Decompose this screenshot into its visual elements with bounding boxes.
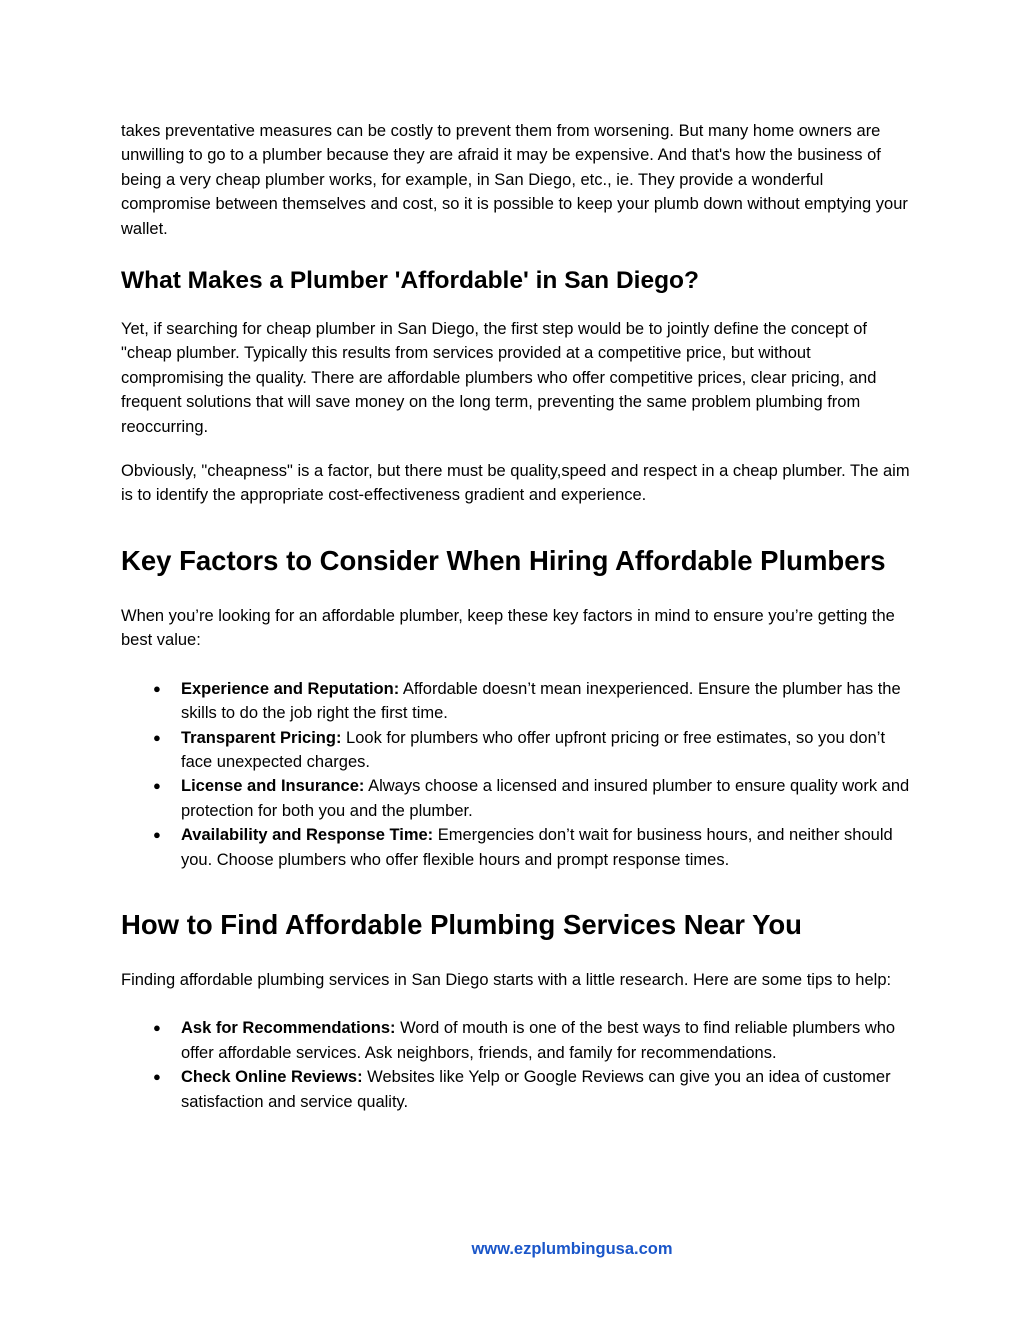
list-item-term: Transparent Pricing: <box>181 728 342 747</box>
list-item <box>153 823 911 872</box>
list-item-text: Word of mouth is one of the best ways to find reliable plumbers who offer affordable services. Ask neighbors, friends, and family for recommendations. <box>181 1019 896 1062</box>
section1-paragraph-2: Obviously, "cheapness" is a factor, but there must be quality,speed and respect in a cheap plumber. The aim is to identify the appropriate cost-effectiveness gradient and experience. <box>121 462 910 505</box>
list-item <box>153 774 911 823</box>
website-link[interactable]: www.ezplumbingusa.com <box>471 1240 673 1258</box>
section3-heading: How to Find Affordable Plumbing Services Near You <box>121 908 802 940</box>
list-item-text: Affordable doesn’t mean inexperienced. Ensure the plumber has the skills to do the job right the first time. <box>181 679 901 723</box>
list-item-term: Check Online Reviews: <box>181 1068 363 1087</box>
section1-heading: What Makes a Plumber 'Affordable' in San Diego? <box>121 267 699 295</box>
list-item-term: Experience and Reputation: <box>181 679 400 698</box>
section2-intro: When you’re looking for an affordable plumber, keep these key factors in mind to ensure you’re getting the best value: <box>121 606 895 650</box>
section3-intro: Finding affordable plumbing services in San Diego starts with a little research. Here are some tips to help: <box>121 970 892 989</box>
section1-paragraph-1: Yet, if searching for cheap plumber in San Diego, the first step would be to jointly define the concept of "cheap plumber. Typically this results from services provided at a competitive price, but without compromising the quality. There are affordable plumbers who offer competitive prices, clear pricing, and frequent solutions that will save money on the long term, preventing the same problem plumbing from reoccurring. <box>121 320 877 436</box>
list-item-term: Ask for Recommendations: <box>181 1019 396 1038</box>
bullet-icon: ● <box>153 729 161 745</box>
list-item-term: License and Insurance: <box>181 777 365 796</box>
list-item-text: Websites like Yelp or Google Reviews can give you an idea of customer satisfaction and service quality. <box>181 1068 891 1111</box>
page-footer <box>0 1240 1024 1259</box>
list-item-text: Emergencies don’t wait for business hours, and neither should you. Choose plumbers who offer flexible hours and prompt response times. <box>181 826 893 869</box>
list-item <box>153 1016 911 1065</box>
bullet-icon: ● <box>153 1069 161 1085</box>
list-item <box>153 726 911 775</box>
list-item <box>153 1065 911 1114</box>
bullet-icon: ● <box>153 1020 161 1036</box>
tips-list <box>121 1016 911 1114</box>
list-item <box>153 677 911 726</box>
key-factors-list <box>121 677 911 872</box>
bullet-icon: ● <box>153 680 161 696</box>
document-body <box>121 119 911 1114</box>
intro-paragraph: takes preventative measures can be costly to prevent them from worsening. But many home owners are unwilling to go to a plumber because they are afraid it may be expensive. And that's how the business of being a very cheap plumber works, for example, in San Diego, etc., ie. They provide a wonderful compromise between themselves and cost, so it is possible to keep your plumb down without emptying your wallet. <box>121 122 908 238</box>
bullet-icon: ● <box>153 778 161 794</box>
section2-heading: Key Factors to Consider When Hiring Affordable Plumbers <box>121 544 886 576</box>
list-item-text: Look for plumbers who offer upfront pricing or free estimates, so you don’t face unexpected charges. <box>181 728 886 771</box>
list-item-term: Availability and Response Time: <box>181 826 434 845</box>
list-item-text: Always choose a licensed and insured plumber to ensure quality work and protection for both you and the plumber. <box>181 777 910 820</box>
bullet-icon: ● <box>153 827 161 843</box>
